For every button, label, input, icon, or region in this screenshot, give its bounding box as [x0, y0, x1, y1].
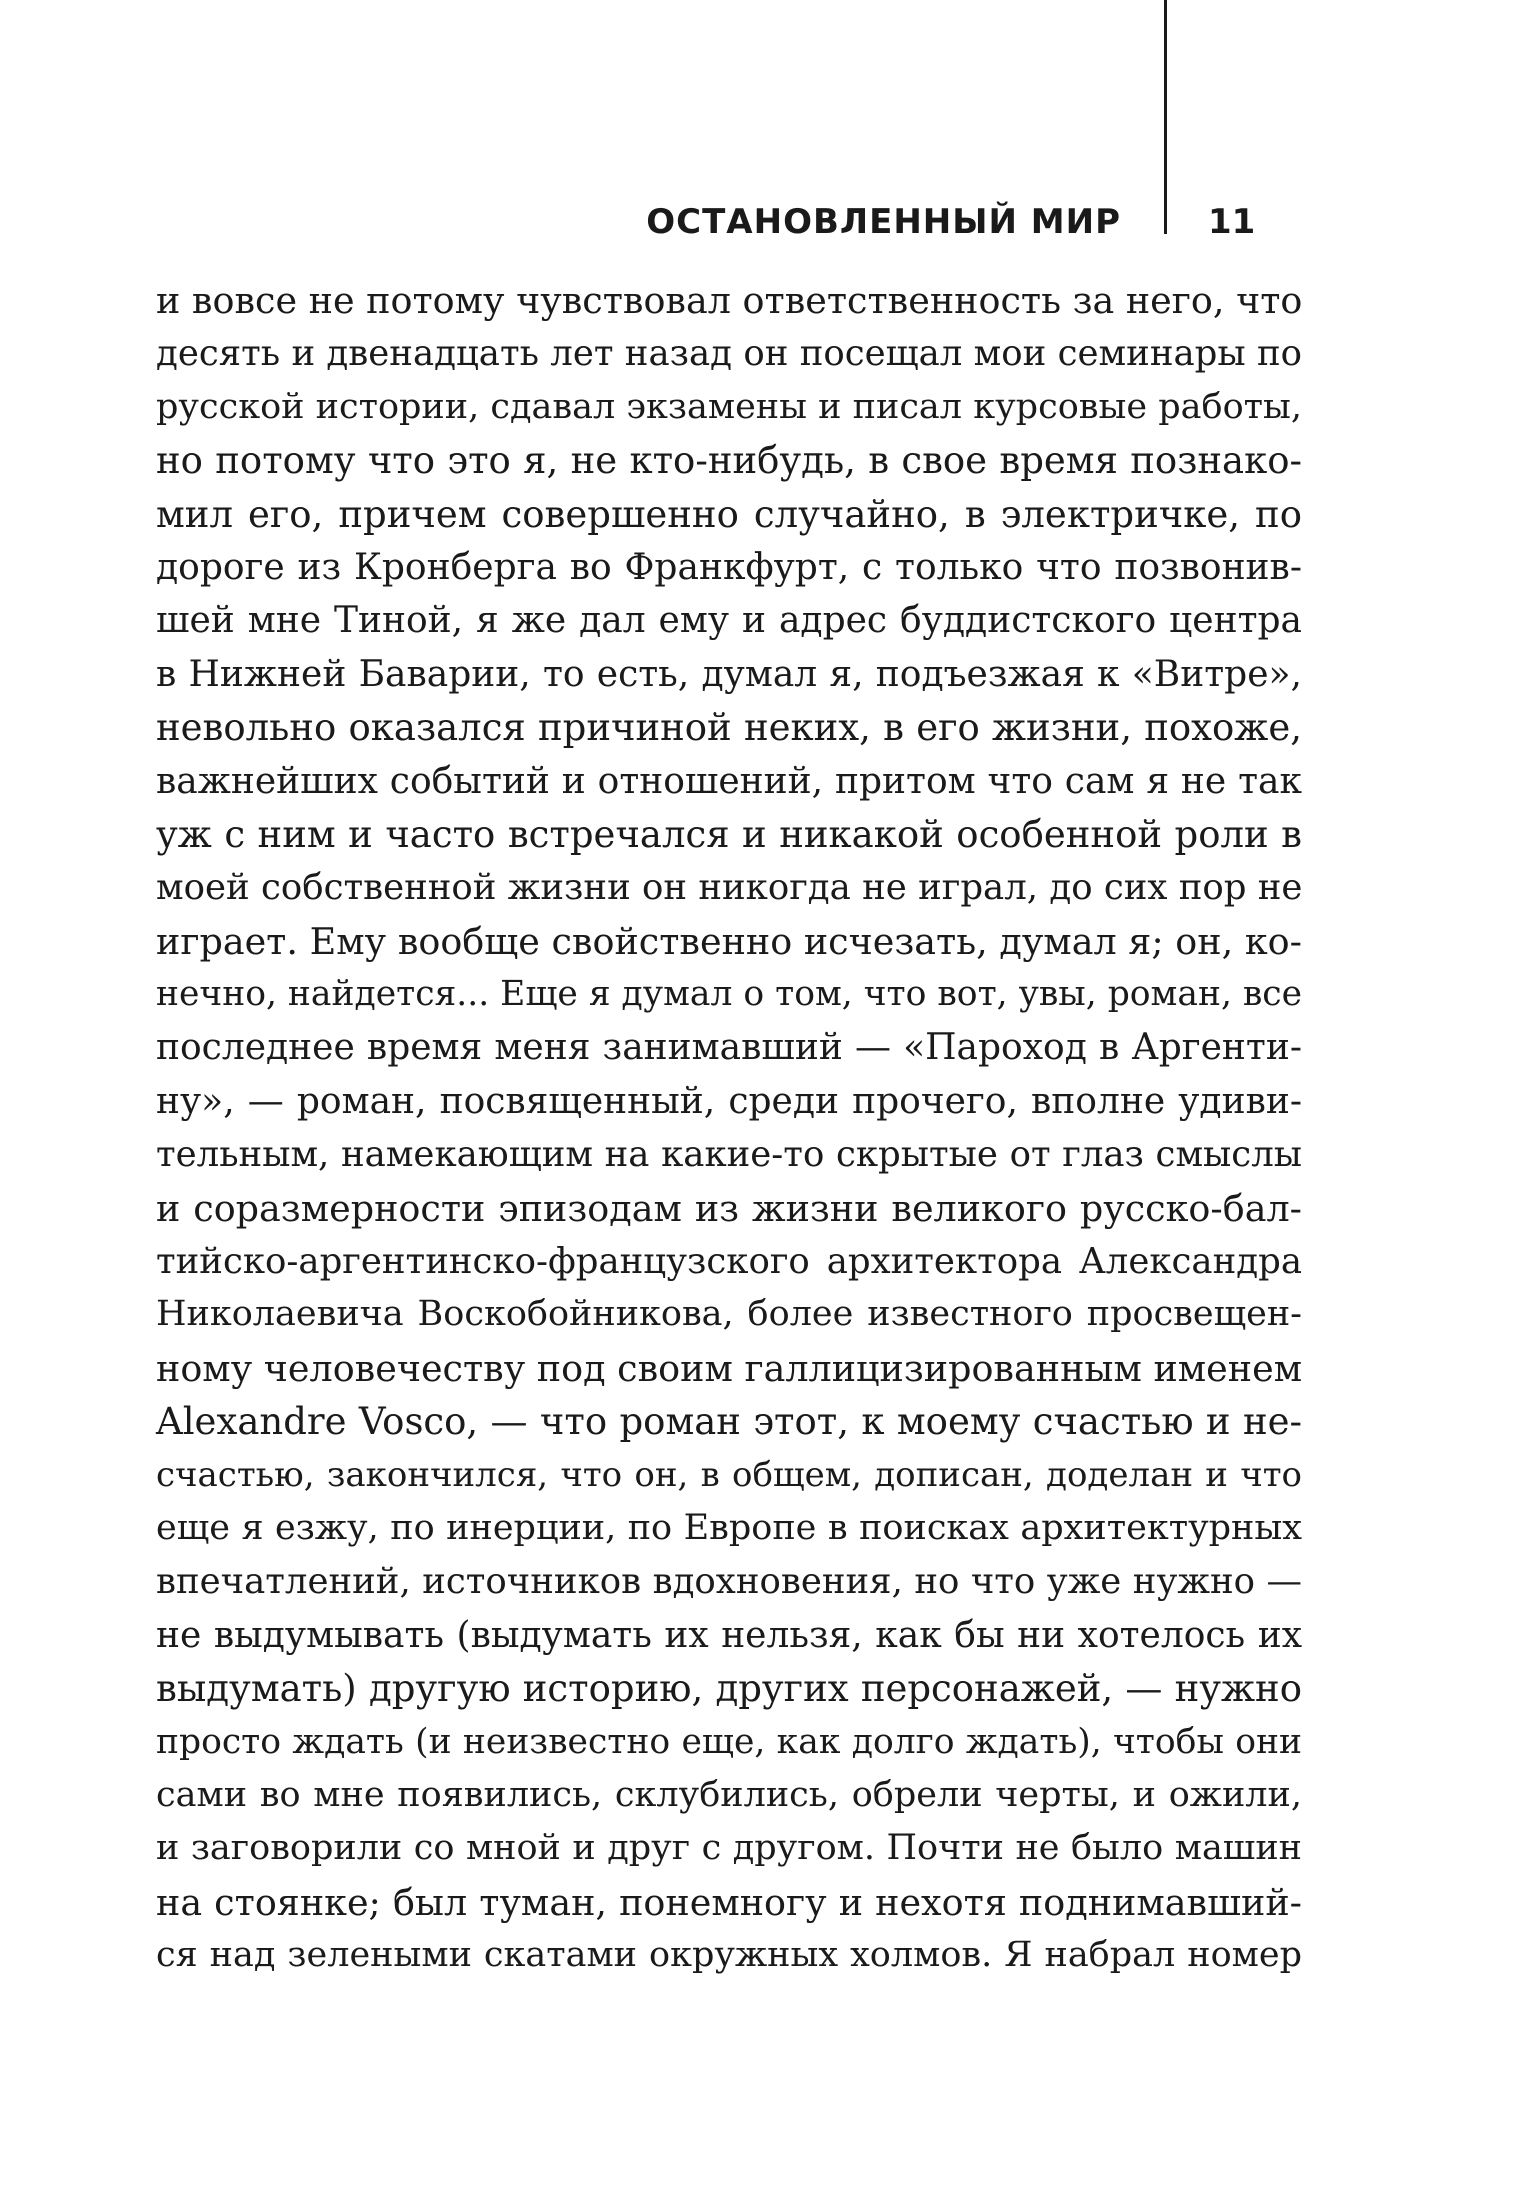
text-line: счастью, закончился, что он, в общем, дописан, доделан и что	[156, 1454, 1302, 1495]
text-line: просто ждать (и неизвестно еще, как долго ждать), чтобы они	[156, 1721, 1302, 1762]
running-header	[0, 190, 1535, 250]
text-line: сами во мне появились, склубились, обрели черты, и ожили,	[156, 1774, 1302, 1815]
text-line: играет. Ему вообще свойственно исчезать, думал я; он, ко-	[156, 919, 1302, 963]
text-line: Николаевича Воскобойникова, более известного просвещен-	[156, 1294, 1302, 1335]
text-line: но потому что это я, не кто-нибудь, в свое время познако-	[156, 439, 1302, 483]
text-line: нечно, найдется... Еще я думал о том, что вот, увы, роман, все	[156, 974, 1303, 1015]
text-line: тельным, намекающим на какие-то скрытые от глаз смыслы	[156, 1134, 1302, 1176]
text-line: шей мне Тиной, я же дал ему и адрес буддистского центра	[156, 600, 1302, 642]
text-line: ся над зелеными скатами окружных холмов. Я набрал номер	[156, 1935, 1302, 1976]
text-line: невольно оказался причиной неких, в его жизни, похоже,	[156, 706, 1302, 750]
text-line: не выдумывать (выдумать их нельзя, как бы ни хотелось их	[156, 1614, 1302, 1656]
running-header-title: ОСТАНОВЛЕННЫЙ МИР	[646, 202, 1121, 242]
text-line: русской истории, сдавал экзамены и писал курсовые работы,	[156, 386, 1302, 427]
text-line: десять и двенадцать лет назад он посещал мои семинары по	[156, 333, 1302, 375]
text-line: еще я езжу, по инерции, по Европе в поисках архитектурных	[156, 1507, 1302, 1548]
text-line: выдумать) другую историю, других персонажей, — нужно	[156, 1667, 1302, 1711]
text-line: ному человечеству под своим галлицизированным именем	[156, 1346, 1303, 1390]
text-line: в Нижней Баварии, то есть, думал я, подъезжая к «Витре»,	[156, 653, 1302, 695]
text-line: моей собственной жизни он никогда не играл, до сих пор не	[156, 867, 1303, 909]
text-line: Alexandre Vosco, — что роман этот, к моему счастью и не-	[156, 1400, 1302, 1444]
text-line: и заговорили со мной и друг с другом. Почти не было машин	[156, 1828, 1302, 1869]
text-line: тийско-аргентинско-французского архитектора Александра	[156, 1241, 1302, 1283]
text-line: и соразмерности эпизодам из жизни великого русско-бал-	[156, 1186, 1302, 1230]
text-line: важнейших событий и отношений, притом что сам я не так	[156, 760, 1302, 802]
body-text	[156, 274, 1302, 1983]
header-vertical-rule	[1164, 0, 1167, 234]
text-line: последнее время меня занимавший — «Пароход в Аргенти-	[156, 1027, 1302, 1069]
text-line: уж с ним и часто встречался и никакой особенной роли в	[156, 812, 1302, 856]
text-line: на стоянке; был туман, понемногу и нехотя поднимавший-	[156, 1880, 1302, 1924]
text-line: мил его, причем совершенно случайно, в электричке, по	[156, 492, 1302, 536]
text-line: дороге из Кронберга во Франкфурт, с только что позвонив-	[156, 546, 1302, 588]
text-line: и вовсе не потому чувствовал ответственность за него, что	[156, 279, 1303, 322]
text-line: ну», — роман, посвященный, среди прочего, вполне удиви-	[156, 1080, 1302, 1122]
text-line: впечатлений, источников вдохновения, но что уже нужно —	[156, 1561, 1302, 1603]
page-number: 11	[1208, 202, 1256, 242]
